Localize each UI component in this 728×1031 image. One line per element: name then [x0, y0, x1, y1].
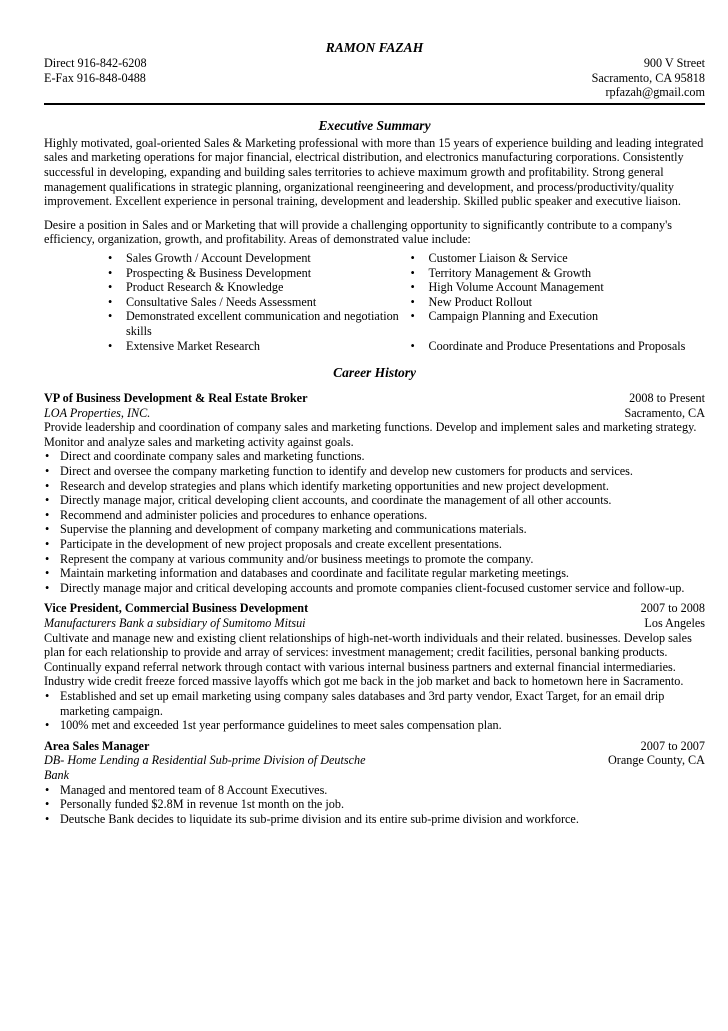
job-entry [44, 739, 705, 827]
competency-item: • Extensive Market Research [105, 339, 407, 354]
job-bullet: • Direct and oversee the company marketing function to identify and develop new customers for products and services. [44, 464, 705, 479]
job-bullet: • Research and develop strategies and plans which identify marketing opportunities and new project development. [44, 479, 705, 494]
job-dates: 2008 to Present [629, 391, 705, 406]
job-entry [44, 601, 705, 732]
job-company-row [44, 616, 705, 631]
header-divider [44, 103, 705, 105]
competency-item: • High Volume Account Management [407, 280, 705, 295]
job-company: LOA Properties, INC. [44, 405, 151, 420]
competency-item: • Customer Liaison & Service [407, 251, 705, 266]
competency-item: • Coordinate and Produce Presentations and Proposals [407, 339, 705, 354]
job-header [44, 391, 705, 406]
job-location: Orange County, CA [607, 753, 705, 768]
competencies-left-column [105, 251, 407, 353]
resume-page [44, 40, 705, 832]
job-title: Vice President, Commercial Business Development [44, 601, 309, 616]
job-entry [44, 391, 705, 595]
competency-item: • New Product Rollout [407, 295, 705, 310]
job-description: Cultivate and manage new and existing client relationships of high-net-worth individuals and their related. businesses. Develop sales plan for each relationship to provide and array of services: investment management; credit facilities, personal banking products. Continually expand referral network through contact with various internal business partners and external financial intermediaries. Industry wide credit freeze forced massive layoffs which got me back in the job market and back to hometown here in Sacramento. [44, 630, 692, 689]
summary-paragraph-2: Desire a position in Sales and or Marketing that will provide a challenging opportunity to significantly contribute to a company's efficiency, organization, growth, and profitability. Areas of demonstrated value include: [44, 217, 673, 247]
career-history-title: Career History [333, 365, 416, 381]
job-company-row [44, 406, 705, 421]
competency-item: • Sales Growth / Account Development [105, 251, 407, 266]
competency-item: • Demonstrated excellent communication and negotiation skills [105, 309, 407, 338]
contact-row-1 [44, 56, 705, 71]
job-bullet: • 100% met and exceeded 1st year performance guidelines to meet sales compensation plan. [44, 718, 705, 733]
job-bullet: • Personally funded $2.8M in revenue 1st month on the job. [44, 797, 705, 812]
job-bullet: • Deutsche Bank decides to liquidate its sub-prime division and its entire sub-prime division and workforce. [44, 812, 705, 827]
competency-item: • Campaign Planning and Execution [407, 309, 705, 338]
job-dates: 2007 to 2008 [640, 601, 705, 616]
competency-item: • Product Research & Knowledge [105, 280, 407, 295]
job-company-row [44, 753, 705, 782]
job-location: Los Angeles [644, 616, 705, 630]
job-company: DB- Home Lending a Residential Sub-prime Division of Deutsche Bank [44, 753, 366, 782]
job-bullet: • Supervise the planning and development of company marketing and communications materials. [44, 522, 705, 537]
job-description: Provide leadership and coordination of company sales and marketing functions. Develop and implement sales and marketing strategy. Monitor and analyze sales and marketing activity against goals. [44, 420, 697, 449]
competencies-list [105, 251, 705, 353]
job-title: Area Sales Manager [44, 738, 150, 753]
job-bullet: • Maintain marketing information and databases and coordinate and facilitate regular marketing meetings. [44, 566, 705, 581]
job-bullet: • Recommend and administer policies and procedures to enhance operations. [44, 508, 705, 523]
job-bullet: • Represent the company at various community and/or business meetings to promote the company. [44, 552, 705, 567]
job-company: Manufacturers Bank a subsidiary of Sumitomo Mitsui [44, 616, 306, 630]
job-bullet: • Participate in the development of new project proposals and create excellent presentations. [44, 537, 705, 552]
competency-item: • Prospecting & Business Development [105, 266, 407, 281]
job-bullets [44, 783, 705, 827]
city-state-zip: Sacramento, CA 95818 [591, 70, 705, 85]
summary-paragraph-1: Highly motivated, goal-oriented Sales & Marketing professional with more than 15 years of experience building and leading integrated sales and marketing operations for major financial, electrical distribution, and electronics manufacturing corporations. Consistently successful in developing, expanding and building sales territories to achieve maximum growth and profitability. Strong general management qualifications in strategic planning, organizational reengineering and development, and process/productivity/quality improvement. Excellent experience in personal training, development and leadership. Skilled public speaker and executive liaison. [44, 135, 704, 209]
job-header [44, 601, 705, 616]
candidate-name: RAMON FAZAH [325, 40, 424, 55]
job-bullet: • Established and set up email marketing using company sales databases and 3rd party vendor, Exact Target, for an email drip marketing campaign. [44, 689, 705, 718]
job-bullets [44, 449, 705, 595]
efax-number: E-Fax 916-848-0488 [44, 70, 146, 85]
job-title: VP of Business Development & Real Estate Broker [44, 391, 308, 406]
direct-phone: Direct 916-842-6208 [44, 56, 147, 70]
job-dates: 2007 to 2007 [640, 738, 705, 753]
competency-item: • Territory Management & Growth [407, 266, 705, 281]
contact-row-3 [44, 85, 705, 100]
job-bullet: • Managed and mentored team of 8 Account Executives. [44, 783, 705, 798]
contact-row-2 [44, 71, 705, 86]
competency-item: • Consultative Sales / Needs Assessment [105, 295, 407, 310]
job-header [44, 739, 705, 754]
job-bullet: • Direct and coordinate company sales and marketing functions. [44, 449, 705, 464]
email-address: rpfazah@gmail.com [605, 85, 705, 100]
competencies-right-column [407, 251, 705, 353]
street-address: 900 V Street [643, 56, 705, 70]
job-bullets [44, 689, 705, 733]
job-bullet: • Directly manage major and critical developing accounts and promote companies client-focused customer service and follow-up. [44, 581, 705, 596]
job-location: Sacramento, CA [624, 405, 705, 420]
job-bullet: • Directly manage major, critical developing client accounts, and coordinate the management of all other accounts. [44, 493, 705, 508]
executive-summary-title: Executive Summary [318, 117, 431, 133]
